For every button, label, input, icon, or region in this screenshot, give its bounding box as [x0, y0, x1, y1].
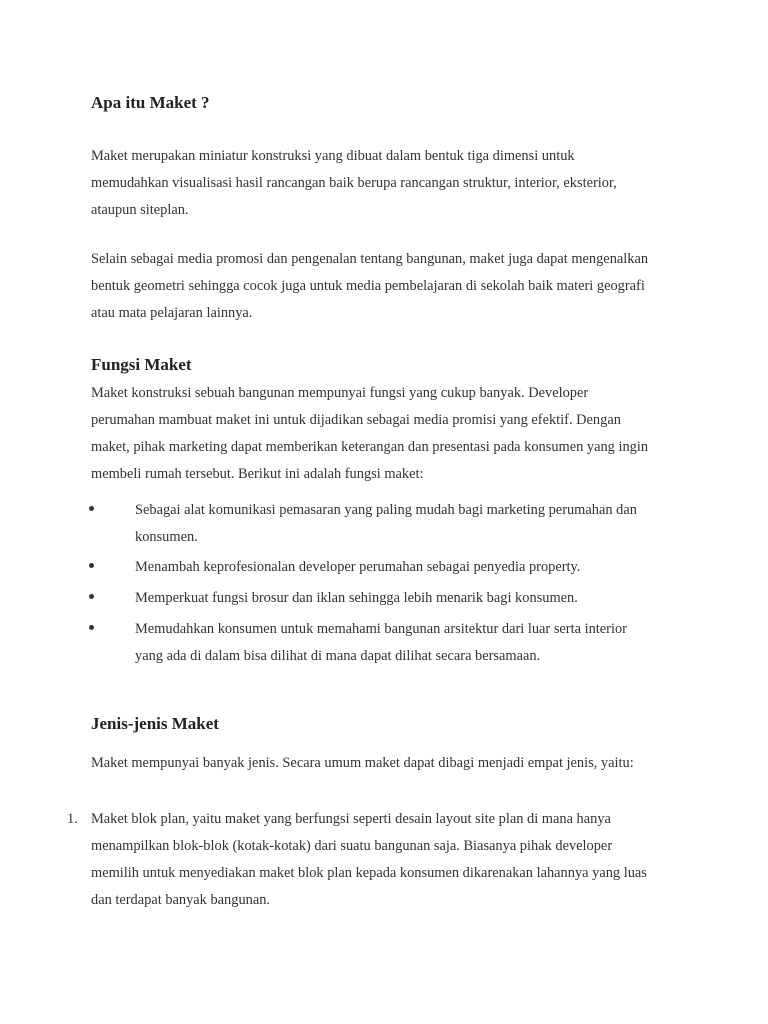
text-line: Selain sebagai media promosi dan pengenalan tentang bangunan, maket juga dapat mengenalkan — [91, 251, 649, 267]
list-number: 1. — [67, 811, 78, 827]
text-line: yang ada di dalam bisa dilihat di mana dapat dilihat secara bersamaan. — [135, 648, 541, 664]
text-line: menampilkan blok-blok (kotak-kotak) dari suatu bangunan saja. Biasanya pihak developer — [91, 838, 613, 854]
text-line: Memperkuat fungsi brosur dan iklan sehingga lebih menarik bagi konsumen. — [135, 590, 578, 606]
text-line: Maket mempunyai banyak jenis. Secara umum maket dapat dibagi menjadi empat jenis, yaitu: — [91, 755, 634, 771]
text-line: Memudahkan konsumen untuk memahami bangunan arsitektur dari luar serta interior — [135, 621, 627, 637]
text-line: Menambah keprofesionalan developer perumahan sebagai penyedia property. — [135, 559, 581, 575]
text-line: atau mata pelajaran lainnya. — [91, 305, 253, 321]
text-line: Maket blok plan, yaitu maket yang berfungsi seperti desain layout site plan di mana hanya — [91, 811, 611, 827]
paragraph-media-promosi — [91, 246, 691, 327]
text-line: Maket merupakan miniatur konstruksi yang dibuat dalam bentuk tiga dimensi untuk — [91, 148, 575, 164]
heading-fungsi-maket: Fungsi Maket — [91, 355, 192, 374]
heading-jenis-jenis-maket: Jenis-jenis Maket — [91, 714, 219, 733]
text-line: memudahkan visualisasi hasil rancangan baik berupa rancangan struktur, interior, eksterior, — [91, 175, 617, 191]
text-line: dan terdapat banyak bangunan. — [91, 892, 271, 908]
heading-apa-itu-maket: Apa itu Maket ? — [91, 93, 210, 112]
list-item-text — [135, 554, 695, 581]
paragraph-definisi — [91, 143, 691, 224]
text-line: ataupun siteplan. — [91, 202, 189, 218]
text-line: perumahan mambuat maket ini untuk dijadikan sebagai media promisi yang efektif. Dengan — [91, 412, 621, 428]
text-line: membeli rumah tersebut. Berikut ini adalah fungsi maket: — [91, 466, 424, 482]
paragraph-fungsi-intro — [91, 380, 691, 488]
text-line: memilih untuk menyediakan maket blok plan kepada konsumen dikarenakan lahannya yang luas — [91, 865, 647, 881]
bullet-icon — [89, 563, 94, 568]
text-line: Sebagai alat komunikasi pemasaran yang paling mudah bagi marketing perumahan dan — [135, 502, 637, 518]
bullet-icon — [89, 625, 94, 630]
list-item-text — [91, 806, 691, 914]
text-line: maket, pihak marketing dapat memberikan keterangan dan presentasi pada konsumen yang ingin — [91, 439, 649, 455]
list-item-text — [135, 585, 695, 612]
bullet-icon — [89, 594, 94, 599]
bullet-icon — [89, 506, 94, 511]
text-line: konsumen. — [135, 529, 198, 545]
list-item-text — [135, 497, 695, 551]
list-item-text — [135, 616, 695, 670]
paragraph-jenis-intro — [91, 750, 691, 777]
text-line: Maket konstruksi sebuah bangunan mempunyai fungsi yang cukup banyak. Developer — [91, 385, 589, 401]
text-line: bentuk geometri sehingga cocok juga untuk media pembelajaran di sekolah baik materi geografi — [91, 278, 645, 294]
